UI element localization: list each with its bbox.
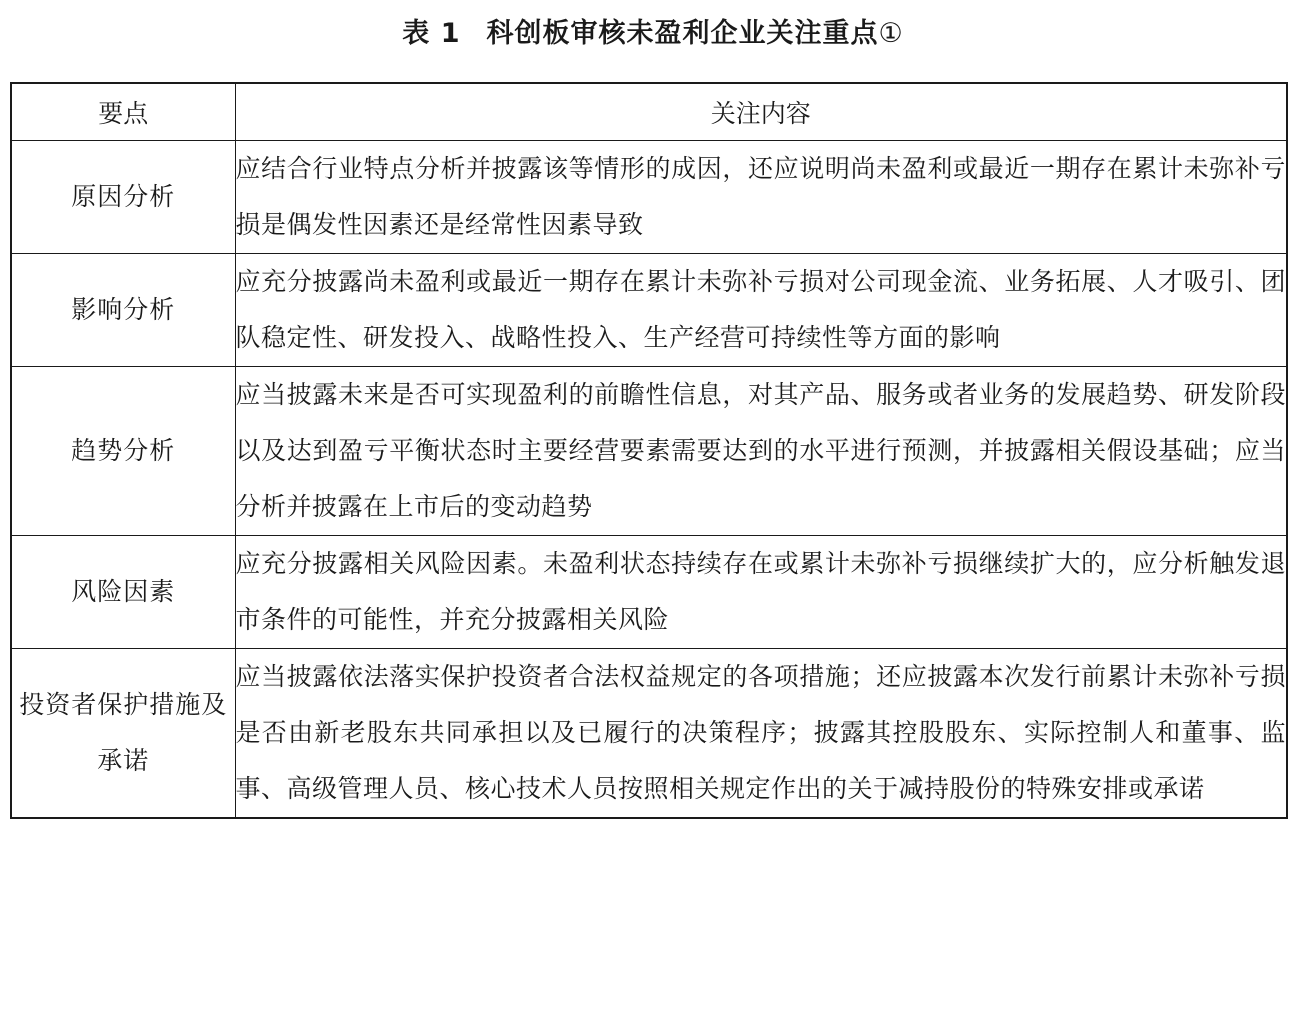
table-row (11, 649, 1287, 819)
table-row (11, 141, 1287, 254)
row-key: 原因分析 (11, 141, 235, 254)
table-header-row (11, 83, 1287, 141)
table-row (11, 254, 1287, 367)
row-content: 应结合行业特点分析并披露该等情形的成因，还应说明尚未盈利或最近一期存在累计未弥补亏损是偶发性因素还是经常性因素导致 (235, 141, 1287, 254)
footnote-mark: ① (878, 18, 904, 49)
table-row (11, 367, 1287, 536)
row-content: 应当披露未来是否可实现盈利的前瞻性信息，对其产品、服务或者业务的发展趋势、研发阶段以及达到盈亏平衡状态时主要经营要素需要达到的水平进行预测，并披露相关假设基础；应当分析并披露在上市后的变动趋势 (235, 367, 1287, 536)
table-row (11, 536, 1287, 649)
header-content: 关注内容 (235, 83, 1287, 141)
row-key: 影响分析 (11, 254, 235, 367)
header-key: 要点 (11, 83, 235, 141)
row-key: 投资者保护措施及承诺 (11, 649, 235, 819)
row-content: 应当披露依法落实保护投资者合法权益规定的各项措施；还应披露本次发行前累计未弥补亏损是否由新老股东共同承担以及已履行的决策程序；披露其控股股东、实际控制人和董事、监事、高级管理人员、核心技术人员按照相关规定作出的关于减持股份的特殊安排或承诺 (235, 649, 1287, 819)
row-content: 应充分披露相关风险因素。未盈利状态持续存在或累计未弥补亏损继续扩大的，应分析触发退市条件的可能性，并充分披露相关风险 (235, 536, 1287, 649)
row-key: 风险因素 (11, 536, 235, 649)
row-content: 应充分披露尚未盈利或最近一期存在累计未弥补亏损对公司现金流、业务拓展、人才吸引、团队稳定性、研发投入、战略性投入、生产经营可持续性等方面的影响 (235, 254, 1287, 367)
table-title (0, 14, 1298, 54)
table-number: 表 1 (402, 18, 461, 49)
table-title-text: 科创板审核未盈利企业关注重点 (486, 18, 879, 49)
focus-points-table (10, 82, 1288, 819)
row-key: 趋势分析 (11, 367, 235, 536)
